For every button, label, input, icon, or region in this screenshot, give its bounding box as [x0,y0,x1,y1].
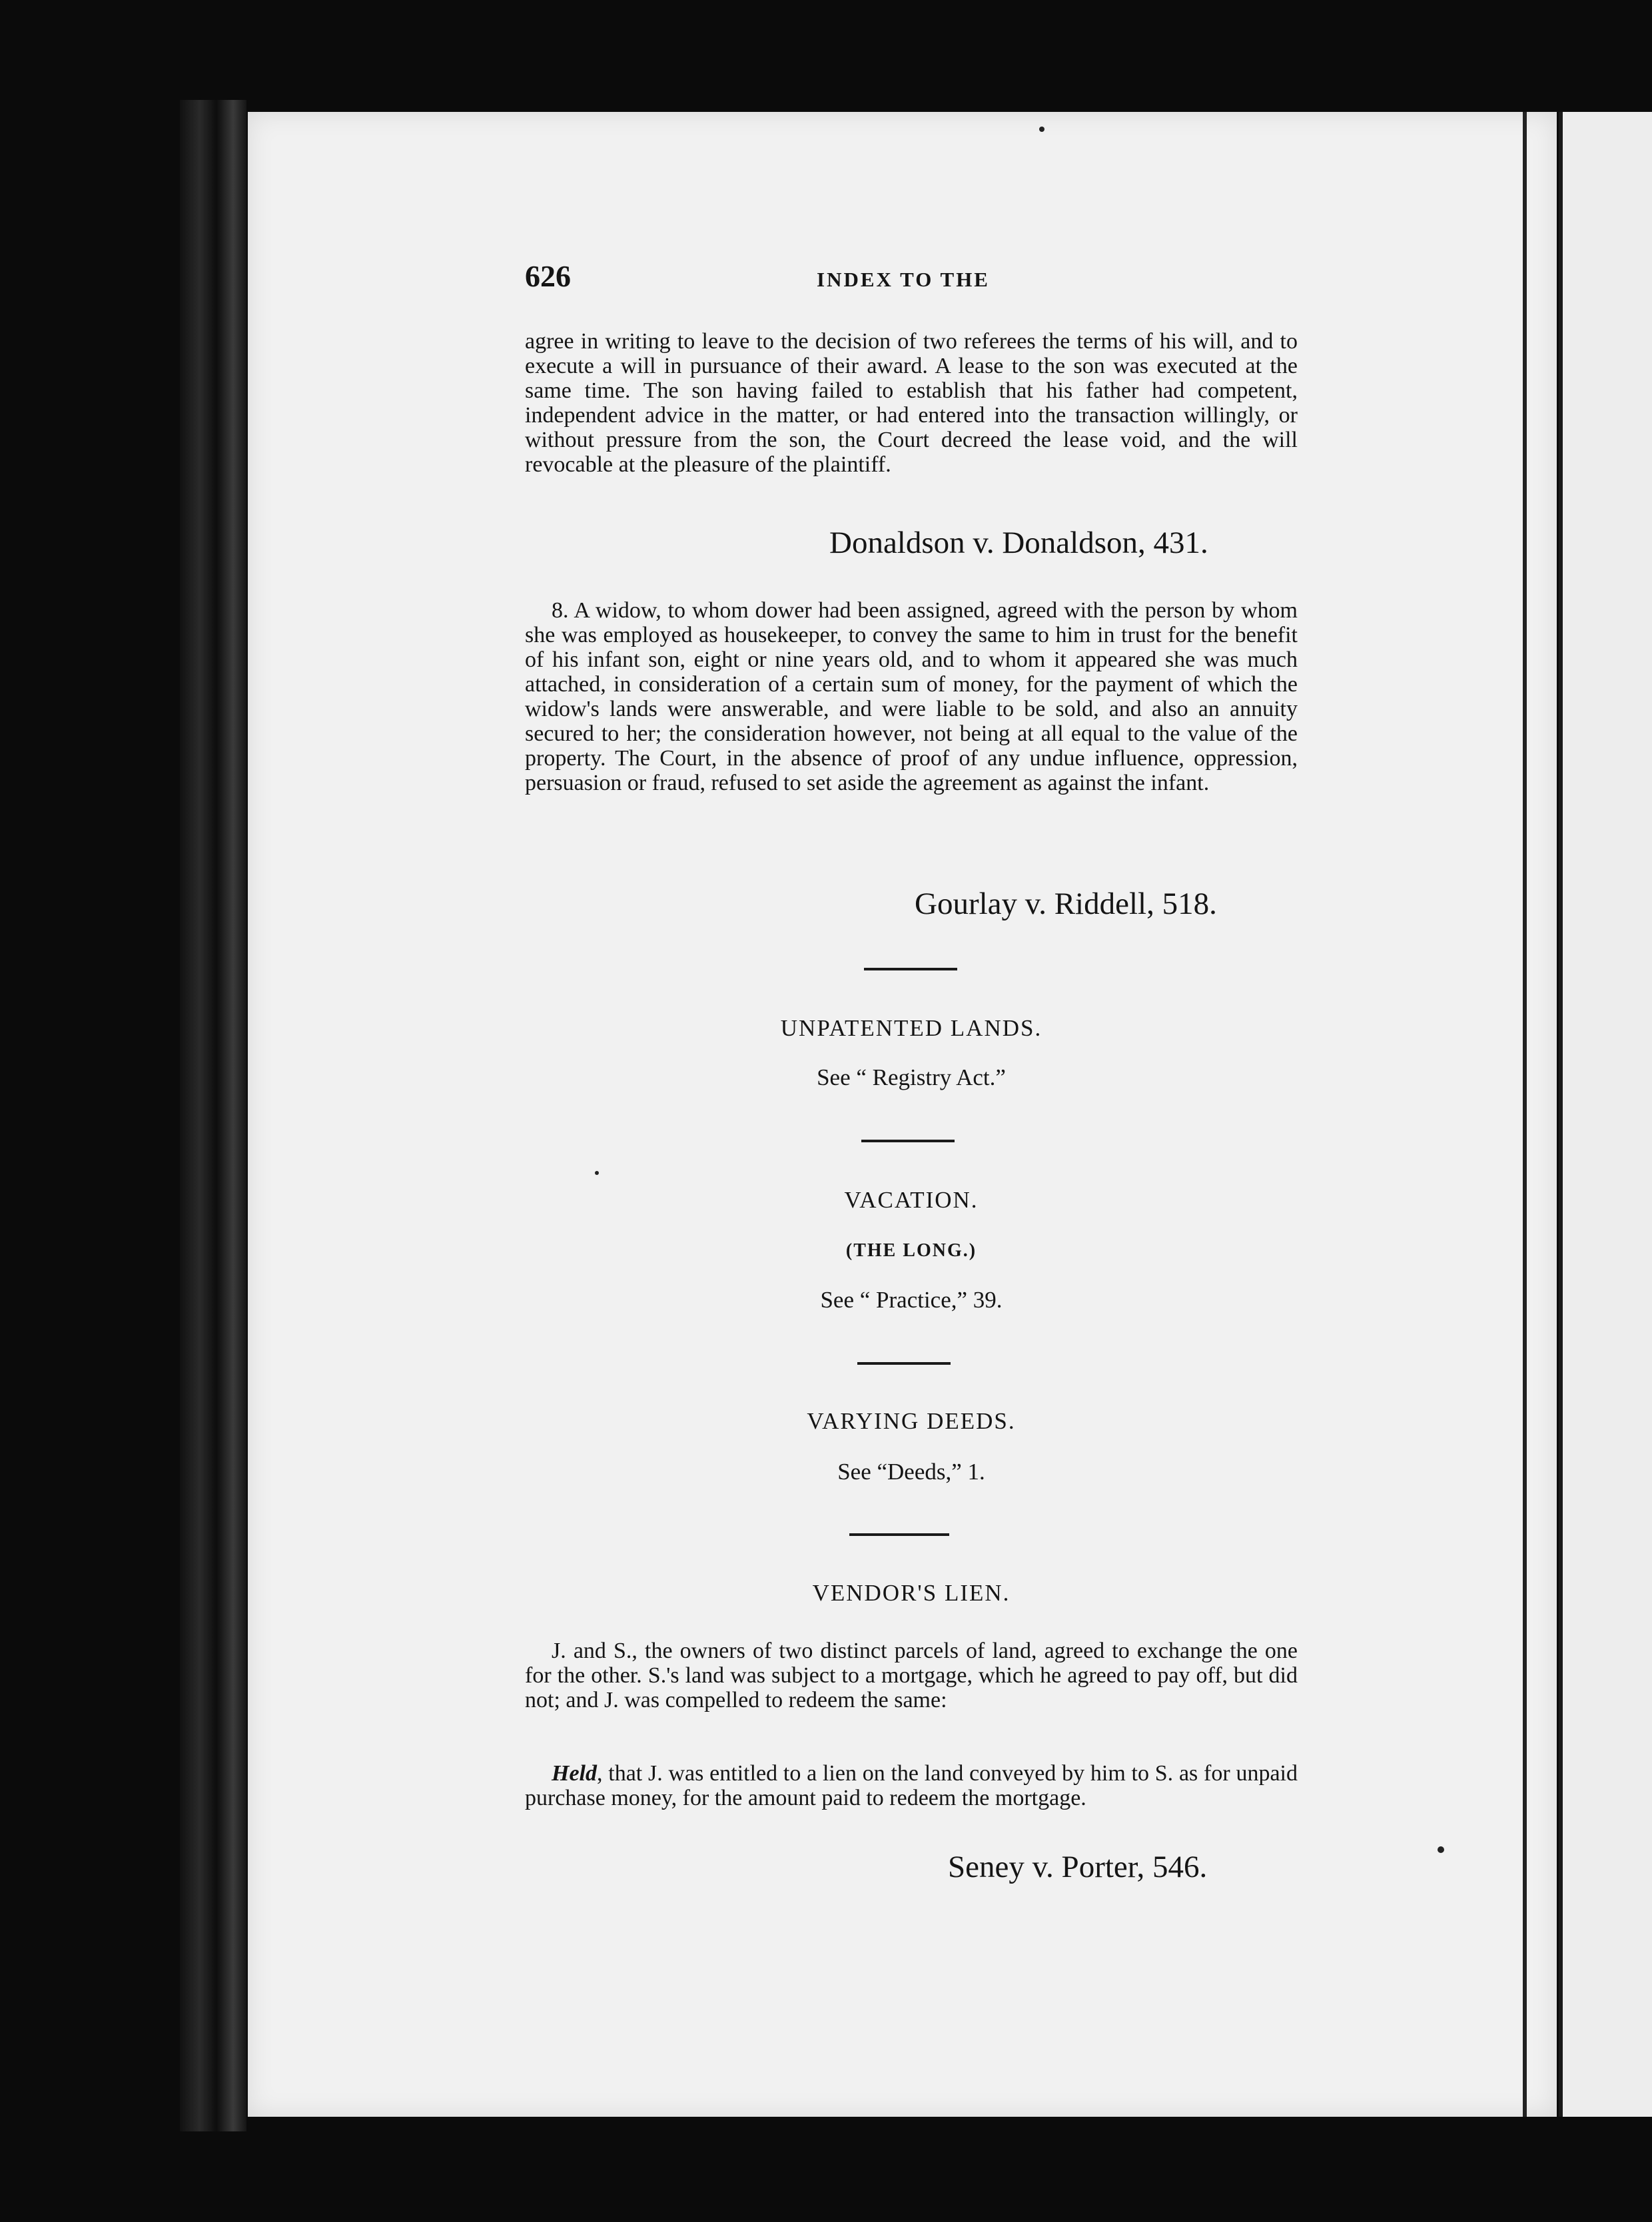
entry-paragraph: 8. A widow, to whom dower had been assigned, agreed with the person by whom she was employed as housekeeper, to convey the same to him in trust for the benefit of his infant son, eight or nine years old, and to whom it appeared she was much attached, in consideration of a certain sum of money, for the payment of which the widow's lands were answerable, and were liable to be sold, and also an annuity secured to her; the consideration however, not being at all equal to the value of the property. The Court, in the absence of proof of any undue influence, oppression, persuasion or fraud, refused to set aside the agreement as against the infant. [525,598,1298,795]
page-header [525,258,1298,298]
running-head: INDEX TO THE [817,268,990,291]
case-citation: Seney v. Porter, 546. [948,1850,1208,1884]
page-number: 626 [525,259,571,293]
scan-speck [1438,1846,1444,1853]
section-heading: VACATION. [844,1187,979,1213]
entry-paragraph: agree in writing to leave to the decision of two referees the terms of his will, and to execute a will in pursuance of their award. A lease to the son was executed at the same time. The son having failed to establish that his father had competent, independent advice in the matter, or had entered into the transaction willingly, or without pressure from the son, the Court decreed the lease void, and the will revocable at the pleasure of the plaintiff. [525,329,1298,477]
case-citation: Gourlay v. Riddell, 518. [915,887,1217,921]
section-divider [849,1533,949,1536]
book-spine-edge [180,100,246,2131]
cross-reference: See “Deeds,” 1. [837,1459,985,1485]
facing-page-edge [1559,112,1652,2117]
section-heading: UNPATENTED LANDS. [780,1015,1042,1041]
section-subheading: (THE LONG.) [845,1240,977,1261]
section-divider [864,968,957,970]
case-citation: Donaldson v. Donaldson, 431. [829,526,1208,560]
entry-paragraph: J. and S., the owners of two distinct parcels of land, agreed to exchange the one for the other. S.'s land was subject to a mortgage, which he agreed to pay off, but did not; and J. was compelled to redeem the same: [525,1639,1298,1712]
holding-text: , that J. was entitled to a lien on the land conveyed by him to S. as for unpaid purchase money, for the amount paid to redeem the mortgage. [525,1761,1298,1810]
section-heading: VENDOR'S LIEN. [812,1580,1011,1606]
section-heading: VARYING DEEDS. [807,1408,1016,1434]
cross-reference: See “ Registry Act.” [817,1064,1006,1090]
scan-speck [595,1171,599,1175]
section-divider [857,1362,951,1365]
scan-speck [1039,127,1044,132]
section-divider [861,1140,955,1142]
held-word: Held [552,1761,597,1786]
page-fold-line [1523,112,1527,2117]
entry-paragraph [525,1761,1298,1810]
cross-reference: See “ Practice,” 39. [820,1287,1003,1313]
